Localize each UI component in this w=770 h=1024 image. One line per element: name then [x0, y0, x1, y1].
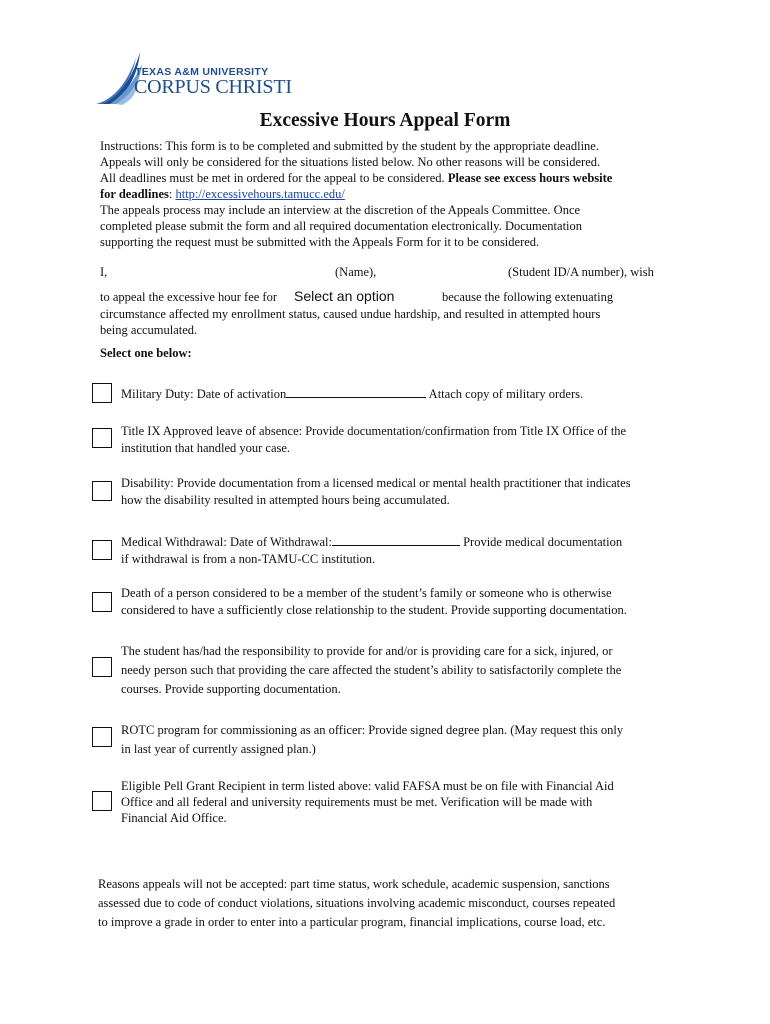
option-text: Provide medical documentation	[459, 535, 623, 549]
rotc-option	[121, 721, 666, 759]
appeal-line-2: circumstance affected my enrollment status, caused undue hardship, and resulted in attempted hours	[100, 307, 601, 321]
option-text: ROTC program for commissioning as an officer: Provide signed degree plan. (May request this only	[121, 723, 624, 737]
student-id-label: (Student ID/A number), wish	[508, 265, 654, 279]
option-text: how the disability resulted in attempted hours being accumulated.	[121, 493, 450, 507]
rejection-reasons	[98, 875, 658, 932]
student-id-field[interactable]	[385, 263, 505, 281]
instructions-line: The appeals process may include an interview at the discretion of the Appeals Committee. Once	[100, 203, 581, 217]
title-ix-option	[121, 423, 666, 457]
disability-checkbox[interactable]	[92, 481, 112, 501]
option-text: Financial Aid Office.	[121, 811, 227, 825]
option-text: Medical Withdrawal: Date of Withdrawal:	[121, 535, 332, 549]
instructions-bold: Please see excess hours website	[447, 171, 613, 185]
instructions-line	[100, 186, 660, 202]
reasons-line: to improve a grade in order to enter into a particular program, financial implications, course load, etc.	[98, 915, 606, 929]
instructions-line	[100, 170, 660, 186]
option-text: Eligible Pell Grant Recipient in term listed above: valid FAFSA must be on file with Financial Aid	[121, 779, 614, 793]
death-option	[121, 585, 666, 619]
instructions-line: Appeals will only be considered for the situations listed below. No other reasons will be considered.	[100, 155, 601, 169]
option-line	[121, 533, 666, 551]
instructions	[100, 138, 660, 250]
appeal-line-3: being accumulated.	[100, 323, 198, 337]
military-duty-option	[121, 385, 666, 403]
logo-line-1: TEXAS A&M UNIVERSITY	[135, 66, 269, 78]
pell-grant-checkbox[interactable]	[92, 791, 112, 811]
name-label: (Name),	[335, 265, 377, 279]
option-text: Death of a person considered to be a member of the student’s family or someone who is otherwise	[121, 586, 612, 600]
term-select[interactable]: Select an option	[294, 288, 395, 304]
caregiver-option	[121, 642, 666, 699]
option-text: The student has/had the responsibility to provide for and/or is providing care for a sick, injured, or	[121, 644, 613, 658]
name-field[interactable]	[114, 263, 332, 281]
rotc-checkbox[interactable]	[92, 727, 112, 747]
disability-option	[121, 475, 666, 509]
instructions-line: supporting the request must be submitted with the Appeals Form for it to be considered.	[100, 235, 540, 249]
reasons-line: Reasons appeals will not be accepted: part time status, work schedule, academic suspension, sanctions	[98, 877, 610, 891]
option-text: courses. Provide supporting documentation.	[121, 682, 341, 696]
instructions-line: completed please submit the form and all required documentation electronically. Documentation	[100, 219, 583, 233]
option-text: in last year of currently assigned plan.)	[121, 742, 316, 756]
death-checkbox[interactable]	[92, 592, 112, 612]
appeal-suffix: because the following extenuating	[442, 290, 614, 304]
medical-withdrawal-option	[121, 533, 666, 568]
caregiver-checkbox[interactable]	[92, 657, 112, 677]
option-text: Military Duty: Date of activation	[121, 387, 287, 401]
option-text: institution that handled your case.	[121, 441, 291, 455]
reasons-line: assessed due to code of conduct violations, situations involving academic misconduct, courses repeated	[98, 896, 616, 910]
instructions-colon: :	[168, 187, 176, 201]
option-text: Attach copy of military orders.	[426, 387, 584, 401]
i-label: I,	[100, 265, 108, 279]
title-ix-checkbox[interactable]	[92, 428, 112, 448]
logo-line-2: CORPUS CHRISTI	[134, 76, 292, 98]
option-text: needy person such that providing the care affected the student’s ability to satisfactorily complete the	[121, 663, 622, 677]
option-text: if withdrawal is from a non-TAMU-CC institution.	[121, 552, 376, 566]
instructions-text: All deadlines must be met in ordered for the appeal to be considered.	[100, 171, 448, 185]
instructions-line: Instructions: This form is to be completed and submitted by the student by the appropriate deadline.	[100, 139, 599, 153]
option-text: Title IX Approved leave of absence: Provide documentation/confirmation from Title IX Office of the	[121, 424, 627, 438]
activation-date-field[interactable]	[286, 385, 426, 398]
instructions-bold: for deadlines	[100, 187, 169, 201]
option-text: Office and all federal and university requirements must be met. Verification will be made with	[121, 795, 593, 809]
select-heading: Select one below:	[100, 346, 192, 360]
appeal-prefix: to appeal the excessive hour fee for	[100, 290, 278, 304]
option-text: Disability: Provide documentation from a licensed medical or mental health practitioner that indicates	[121, 476, 631, 490]
pell-grant-option	[121, 778, 666, 826]
excess-hours-link[interactable]: http://excessivehours.tamucc.edu/	[175, 187, 345, 201]
option-text: considered to have a sufficiently close relationship to the student. Provide supporting documentation.	[121, 603, 627, 617]
form-title: Excessive Hours Appeal Form	[259, 110, 511, 131]
medical-withdrawal-checkbox[interactable]	[92, 540, 112, 560]
military-duty-checkbox[interactable]	[92, 383, 112, 403]
withdrawal-date-field[interactable]	[332, 533, 460, 546]
